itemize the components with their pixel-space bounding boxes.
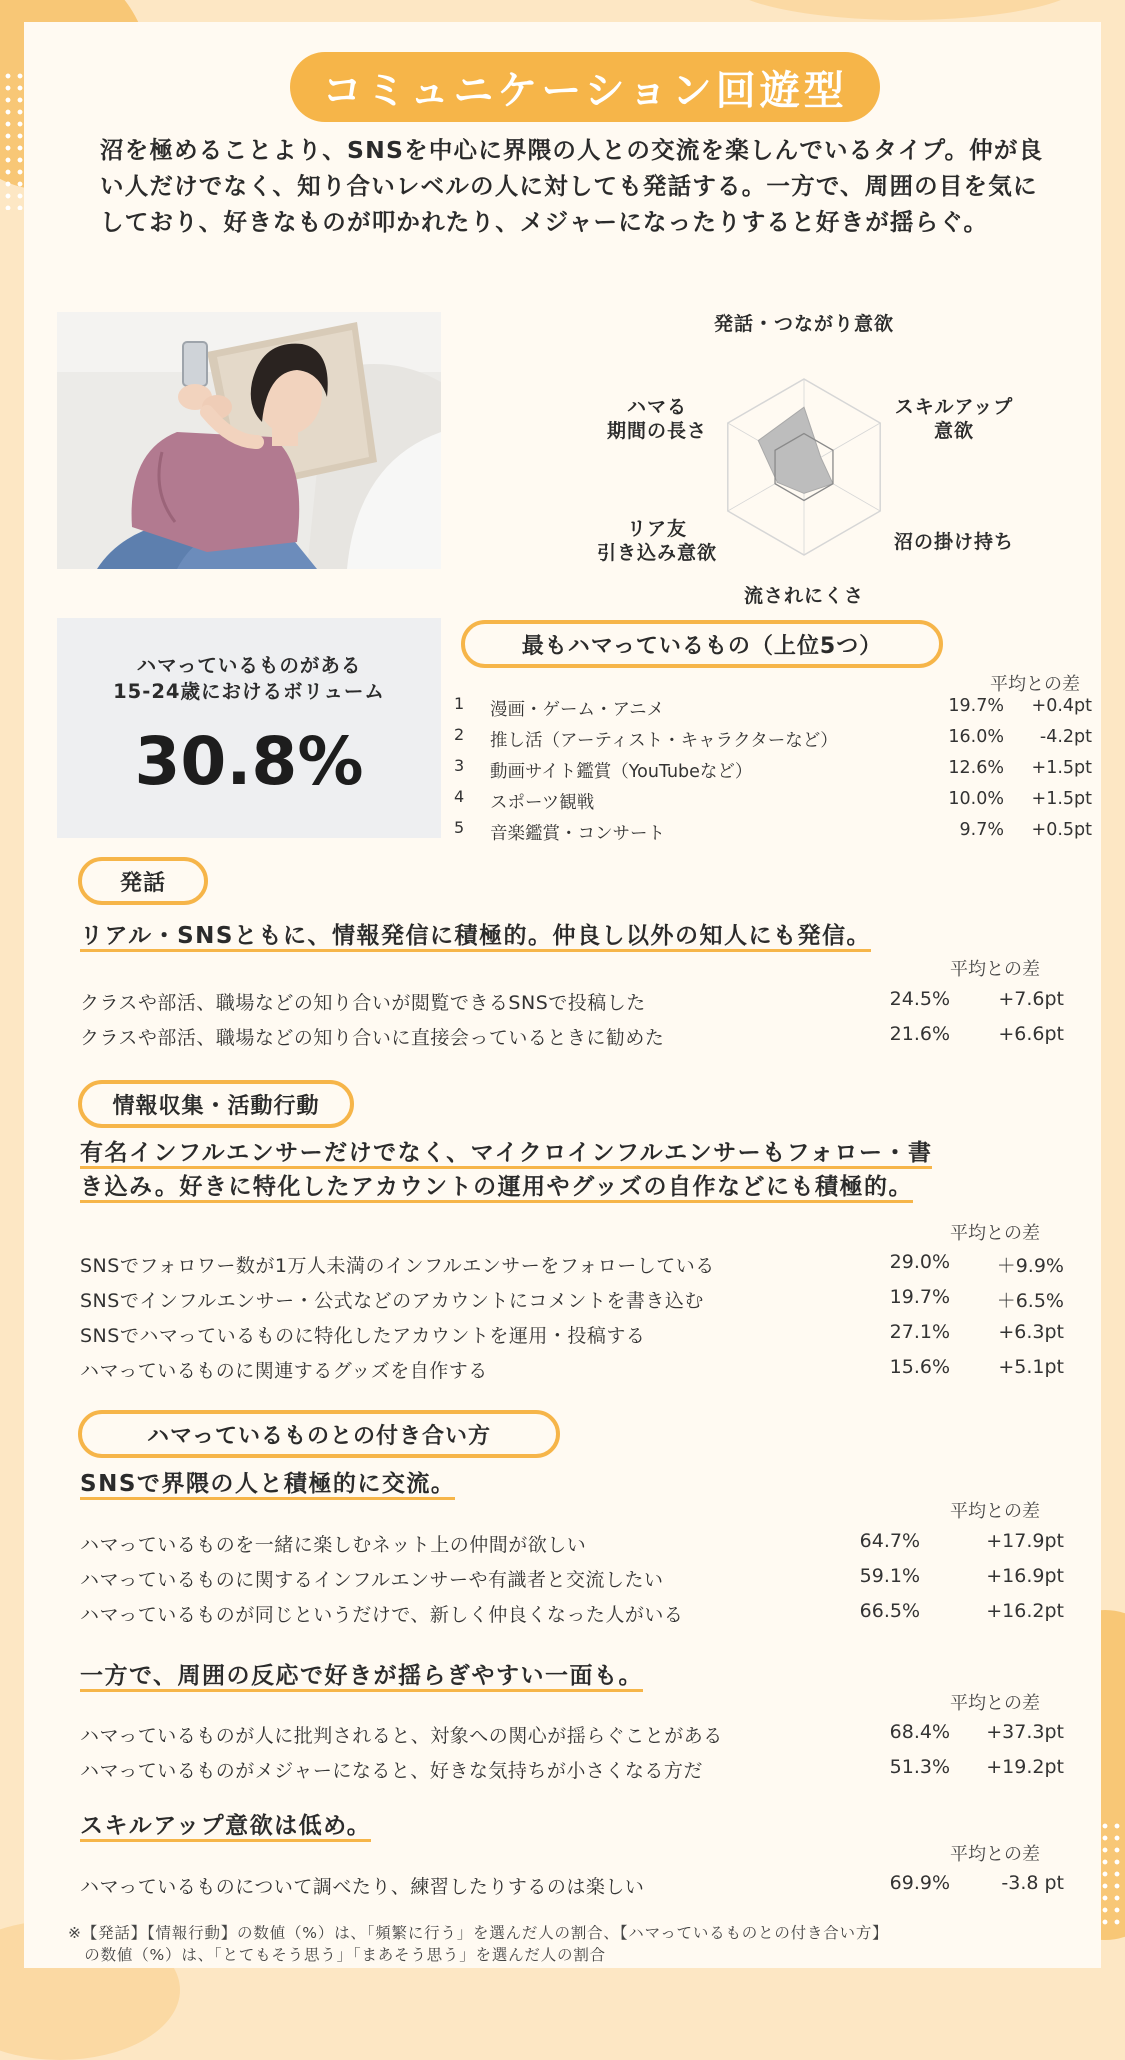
radar-label-skillup xyxy=(874,395,1034,443)
rank-label: スポーツ観戦 xyxy=(490,793,595,813)
section-relation-headline-a xyxy=(80,1468,455,1501)
row-diff: +37.3pt xyxy=(986,1721,1064,1743)
rank-pct: 12.6% xyxy=(948,758,1004,778)
row-diff: +6.6pt xyxy=(998,1023,1064,1045)
rank-label: 漫画・ゲーム・アニメ xyxy=(490,700,665,720)
footnote xyxy=(68,1922,1088,1966)
row-label: ハマっているものが同じというだけで、新しく仲良くなった人がいる xyxy=(80,1604,684,1626)
rank-diff: -4.2pt xyxy=(1039,727,1092,747)
row-label: SNSでインフルエンサー・公式などのアカウントにコメントを書き込む xyxy=(80,1290,704,1312)
section-relation-avg-label: 平均との差 xyxy=(950,1501,1040,1522)
data-row xyxy=(80,1872,1070,1906)
headline-text: 一方で、周囲の反応で好きが揺らぎやすい一面も。 xyxy=(80,1663,643,1692)
data-row xyxy=(80,1321,1070,1355)
rank-label: 音楽鑑賞・コンサート xyxy=(490,824,665,844)
headline-text: き込み。好きに特化したアカウントの運用やグッズの自作などにも積極的。 xyxy=(80,1174,913,1203)
row-pct: 59.1% xyxy=(859,1565,920,1587)
section-relation-avg-label-b: 平均との差 xyxy=(950,1693,1040,1714)
radar-label-line: スキルアップ xyxy=(894,396,1014,418)
row-pct: 27.1% xyxy=(889,1321,950,1343)
headline-text: リアル・SNSともに、情報発信に積極的。仲良し以外の知人にも発信。 xyxy=(80,923,871,952)
row-diff: +19.2pt xyxy=(986,1756,1064,1778)
volume-label-line: 15-24歳におけるボリューム xyxy=(113,680,385,703)
content-card xyxy=(24,22,1101,1968)
row-pct: 69.9% xyxy=(889,1872,950,1894)
radar-label-line: 意欲 xyxy=(933,420,974,442)
data-row xyxy=(80,1286,1070,1320)
row-label: ハマっているものを一緒に楽しむネット上の仲間が欲しい xyxy=(80,1534,587,1556)
radar-label-line: 引き込み意欲 xyxy=(596,542,717,564)
radar-label-line: リア友 xyxy=(626,518,687,540)
row-diff: +5.1pt xyxy=(998,1356,1064,1378)
volume-label xyxy=(57,653,441,705)
rank-pct: 19.7% xyxy=(948,696,1004,716)
section-info-pill: 情報収集・活動行動 xyxy=(78,1080,354,1128)
section-relation-avg-label-c: 平均との差 xyxy=(950,1844,1040,1865)
row-pct: 66.5% xyxy=(859,1600,920,1622)
volume-label-line: ハマっているものがある xyxy=(136,654,362,677)
row-diff: +16.9pt xyxy=(986,1565,1064,1587)
section-speech-pill: 発話 xyxy=(78,857,208,905)
row-label: SNSでフォロワー数が1万人未満のインフルエンサーをフォローしている xyxy=(80,1255,715,1277)
top5-item xyxy=(454,818,1094,849)
row-diff: +16.2pt xyxy=(986,1600,1064,1622)
rank-number: 4 xyxy=(454,787,465,806)
decorative-dots xyxy=(1099,1820,1125,1930)
section-relation-pill: ハマっているものとの付き合い方 xyxy=(78,1410,560,1458)
row-label: ハマっているものに関連するグッズを自作する xyxy=(80,1360,488,1382)
data-row xyxy=(80,1721,1070,1755)
page-title: コミュニケーション回遊型 xyxy=(290,52,880,122)
row-diff: -3.8 pt xyxy=(1001,1872,1064,1894)
row-label: ハマっているものが人に批判されると、対象への関心が揺らぐことがある xyxy=(80,1725,723,1747)
radar-label-resistance: 流されにくさ xyxy=(743,585,864,607)
section-speech-headline xyxy=(80,920,871,953)
top5-avg-label: 平均との差 xyxy=(990,674,1080,695)
section-relation-headline-c xyxy=(80,1810,371,1843)
data-row xyxy=(80,1356,1070,1390)
rank-number: 5 xyxy=(454,818,465,837)
row-diff: +7.6pt xyxy=(998,988,1064,1010)
row-label: クラスや部活、職場などの知り合いが閲覧できるSNSで投稿した xyxy=(80,992,646,1014)
rank-pct: 16.0% xyxy=(948,727,1004,747)
volume-value: 30.8% xyxy=(134,723,364,800)
data-row xyxy=(80,1600,1070,1634)
top5-item xyxy=(454,756,1094,787)
data-row xyxy=(80,1756,1070,1790)
row-diff: ＋6.5% xyxy=(996,1290,1064,1312)
rank-diff: +1.5pt xyxy=(1031,758,1092,778)
rank-number: 3 xyxy=(454,756,465,775)
rank-diff: +0.5pt xyxy=(1031,820,1092,840)
footnote-line: ※【発話】【情報行動】の数値（%）は、「頻繁に行う」を選んだ人の割合、【ハマっているものとの付き合い方】 xyxy=(68,1924,889,1942)
rank-number: 1 xyxy=(454,694,465,713)
decorative-blob xyxy=(725,0,1085,20)
radar-label-speech: 発話・つながり意欲 xyxy=(713,313,894,335)
rank-number: 2 xyxy=(454,725,465,744)
row-pct: 68.4% xyxy=(889,1721,950,1743)
headline-text: 有名インフルエンサーだけでなく、マイクロインフルエンサーもフォロー・書 xyxy=(80,1140,932,1169)
rank-diff: +1.5pt xyxy=(1031,789,1092,809)
section-relation-headline-b xyxy=(80,1660,643,1693)
data-row xyxy=(80,1251,1070,1285)
data-row xyxy=(80,988,1070,1022)
data-row xyxy=(80,1565,1070,1599)
row-label: ハマっているものについて調べたり、練習したりするのは楽しい xyxy=(80,1876,645,1898)
radar-label-multi: 沼の掛け持ち xyxy=(893,531,1014,553)
data-row xyxy=(80,1530,1070,1564)
rank-label: 動画サイト鑑賞（YouTubeなど） xyxy=(490,762,753,782)
row-pct: 24.5% xyxy=(889,988,950,1010)
rank-pct: 9.7% xyxy=(959,820,1004,840)
radar-label-duration xyxy=(582,395,732,443)
top5-item xyxy=(454,787,1094,818)
radar-chart xyxy=(544,302,1064,617)
section-info-headline xyxy=(80,1136,932,1204)
row-diff: +17.9pt xyxy=(986,1530,1064,1552)
volume-box xyxy=(57,618,441,838)
radar-label-line: ハマる xyxy=(626,396,687,418)
row-label: SNSでハマっているものに特化したアカウントを運用・投稿する xyxy=(80,1325,646,1347)
person-photo xyxy=(57,312,441,569)
decorative-dots xyxy=(2,70,26,210)
section-info-avg-label: 平均との差 xyxy=(950,1223,1040,1244)
top5-title: 最もハマっているもの（上位5つ） xyxy=(461,620,943,668)
footnote-line: の数値（%）は、「とてもそう思う」「まあそう思う」を選んだ人の割合 xyxy=(68,1946,606,1964)
row-pct: 51.3% xyxy=(889,1756,950,1778)
row-pct: 21.6% xyxy=(889,1023,950,1045)
row-pct: 64.7% xyxy=(859,1530,920,1552)
radar-type-area xyxy=(758,407,833,493)
headline-text: SNSで界隈の人と積極的に交流。 xyxy=(80,1471,455,1500)
rank-diff: +0.4pt xyxy=(1031,696,1092,716)
rank-pct: 10.0% xyxy=(948,789,1004,809)
radar-label-line: 期間の長さ xyxy=(606,420,707,442)
row-pct: 19.7% xyxy=(889,1286,950,1308)
row-diff: ＋9.9% xyxy=(996,1255,1064,1277)
row-pct: 29.0% xyxy=(889,1251,950,1273)
data-row xyxy=(80,1023,1070,1057)
headline-text: スキルアップ意欲は低め。 xyxy=(80,1813,371,1842)
row-pct: 15.6% xyxy=(889,1356,950,1378)
row-label: ハマっているものに関するインフルエンサーや有識者と交流したい xyxy=(80,1569,664,1591)
intro-text: 沼を極めることより、SNSを中心に界隈の人との交流を楽しんでいるタイプ。仲が良い人だけでなく、知り合いレベルの人に対しても発話する。一方で、周囲の目を気にしており、好きなものが叩かれたり、メジャーになったりすると好きが揺らぐ。 xyxy=(100,136,1044,236)
row-label: クラスや部活、職場などの知り合いに直接会っているときに勧めた xyxy=(80,1027,665,1049)
top5-item xyxy=(454,725,1094,756)
row-label: ハマっているものがメジャーになると、好きな気持ちが小さくなる方だ xyxy=(80,1760,703,1782)
row-diff: +6.3pt xyxy=(998,1321,1064,1343)
radar-label-friends xyxy=(582,517,732,565)
section-speech-avg-label: 平均との差 xyxy=(950,959,1040,980)
top5-item xyxy=(454,694,1094,725)
rank-label: 推し活（アーティスト・キャラクターなど） xyxy=(490,731,838,751)
radar-plot xyxy=(544,302,1064,617)
